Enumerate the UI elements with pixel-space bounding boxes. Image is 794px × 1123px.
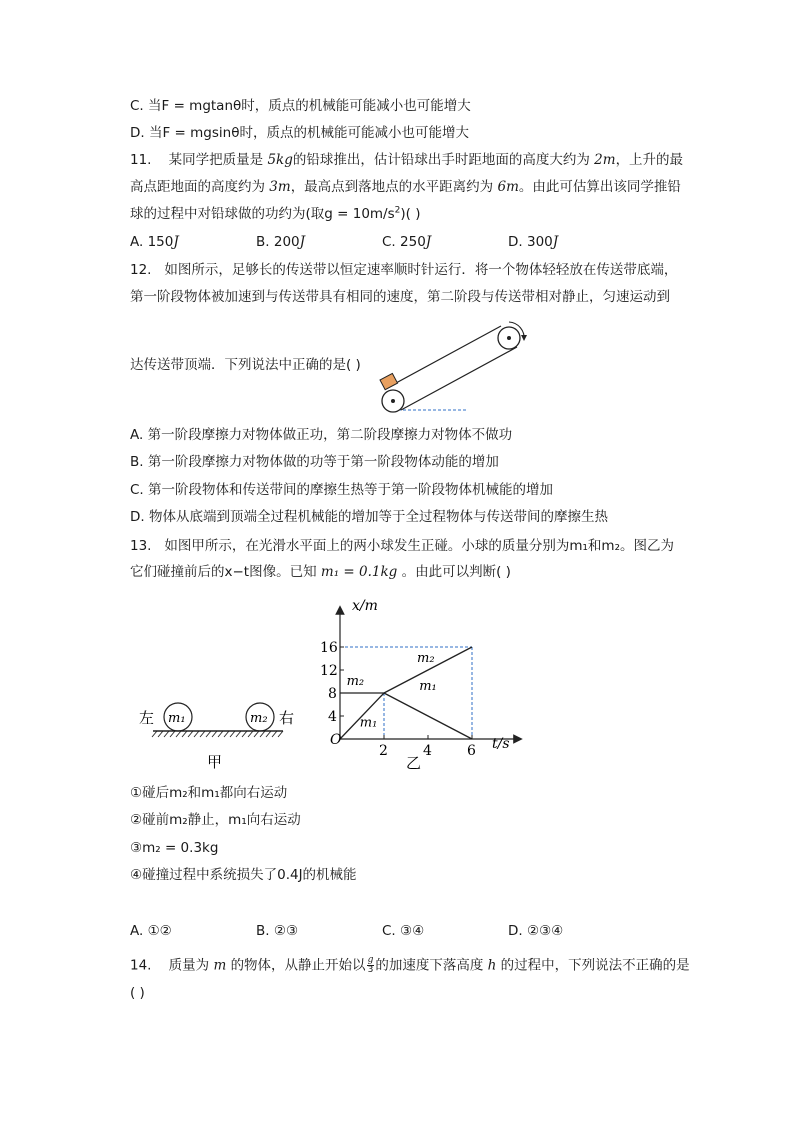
q13-option-b: B. ②③ — [256, 923, 299, 939]
x-tick-label-2: 2 — [379, 743, 388, 759]
q11-option-b: B. 200J — [256, 234, 306, 250]
label-m1-after: m₁ — [419, 679, 437, 695]
x-tick-label-6: 6 — [467, 743, 476, 759]
y-tick-label-4: 4 — [328, 709, 337, 725]
block-on-belt — [380, 373, 398, 389]
label-m2-after: m₂ — [417, 650, 435, 666]
q12-option-d: D. 物体从底端到顶端全过程机械能的增加等于全过程物体与传送带间的摩擦生热 — [130, 509, 608, 525]
line-m1-after — [384, 693, 472, 739]
q11-text: 某同学把质量是 — [168, 152, 264, 168]
y-tick-label-8: 8 — [328, 686, 337, 702]
q12-line-2: 第一阶段物体被加速到与传送带具有相同的速度，第二阶段与传送带相对静止，匀速运动到 — [130, 289, 670, 305]
q13-statement-1: ①碰后m₂和m₁都向右运动 — [130, 785, 288, 801]
figure-jia-caption: 甲 — [207, 753, 223, 771]
q13-statement-3: ③m₂ = 0.3kg — [130, 840, 219, 856]
q11-line-1: 11. 某同学把质量是 5kg的铅球推出，估计铅球出手时距地面的高度大约为 2m，上升的最 — [130, 152, 684, 168]
q11-option-c: C. 250J — [382, 234, 432, 250]
top-pulley-axle — [507, 336, 511, 340]
y-tick-label-12: 12 — [320, 663, 338, 679]
origin-label: O — [330, 732, 342, 748]
q13-option-d: D. ②③④ — [508, 923, 564, 939]
y-axis-label: x/m — [352, 598, 378, 614]
figure-yi-caption: 乙 — [406, 754, 422, 772]
q13-statement-2: ②碰前m₂静止，m₁向右运动 — [130, 812, 301, 828]
q13-number: 13. — [130, 538, 152, 554]
q13-given-mass: m₁ = 0.1kg — [320, 564, 398, 580]
q11-height-top: 3m — [269, 179, 291, 195]
label-left: 左 — [139, 709, 155, 727]
q14-line-2: ( ) — [130, 985, 145, 1001]
q12-line-3: 达传送带顶端．下列说法中正确的是( ) — [130, 357, 361, 373]
label-right: 右 — [279, 709, 295, 727]
q11-mass: 5kg — [267, 152, 293, 168]
q14-height: h — [487, 957, 497, 974]
q11-option-a: A. 150J — [130, 234, 179, 250]
ball-m2-label: m₂ — [250, 711, 268, 726]
q11-line-2: 高点距地面的高度约为 3m，最高点到落地点的水平距离约为 6m。由此可估算出该同学推铅 — [130, 179, 681, 195]
label-m1-before: m₁ — [359, 715, 378, 731]
q13-line-2: 它们碰撞前后的x−t图像。已知 m₁ = 0.1kg 。由此可以判断( ) — [130, 564, 511, 580]
xt-chart — [322, 592, 522, 777]
q11-number: 11. — [130, 152, 152, 168]
q14-mass: m — [213, 957, 227, 974]
x-tick-label-4: 4 — [423, 743, 432, 759]
q11-height-start: 2m — [594, 152, 616, 168]
ground-hatching — [152, 731, 283, 737]
x-axis-label: t/s — [492, 736, 510, 752]
q11-line-3: 球的过程中对铅球做的功约为(取$g = 10m/s^2$)( ) — [130, 205, 421, 222]
ball-m1-label: m₁ — [168, 711, 186, 726]
figure-jia — [135, 695, 305, 775]
q14-number: 14. — [130, 957, 152, 974]
belt-upper-edge — [385, 326, 501, 389]
q13-line-1: 13. 如图甲所示，在光滑水平面上的两小球发生正碰。小球的质量分别为m₁和m₂。图乙为 — [130, 538, 674, 554]
q10-option-d: D. 当F = mgsinθ时，质点的机械能可能减小也可能增大 — [130, 125, 469, 141]
q12-option-c: C. 第一阶段物体和传送带间的摩擦生热等于第一阶段物体机械能的增加 — [130, 482, 554, 498]
chart-labels — [347, 651, 437, 730]
clockwise-arrow-head — [521, 335, 527, 341]
q11-option-d: D. 300J — [508, 234, 559, 250]
bottom-pulley-axle — [391, 399, 395, 403]
q12-line-1: 12. 如图所示，足够长的传送带以恒定速率顺时针运行．将一个物体轻轻放在传送带底端， — [130, 262, 678, 278]
conveyor-belt-figure — [372, 312, 532, 422]
q10-option-c: C. 当F = mgtanθ时，质点的机械能可能减小也可能增大 — [130, 98, 471, 114]
belt-lower-edge — [401, 347, 517, 410]
label-m2-before: m₂ — [346, 673, 365, 689]
q12-number: 12. — [130, 262, 152, 278]
q13-option-c: C. ③④ — [382, 923, 425, 939]
q12-option-a: A. 第一阶段摩擦力对物体做正功，第二阶段摩擦力对物体不做功 — [130, 427, 513, 443]
y-tick-label-16: 16 — [320, 640, 338, 656]
q13-statement-4: ④碰撞过程中系统损失了0.4J的机械能 — [130, 867, 357, 883]
q13-option-a: A. ①② — [130, 923, 172, 939]
q12-option-b: B. 第一阶段摩擦力对物体做的功等于第一阶段物体动能的增加 — [130, 454, 499, 470]
q14-line-1: 14. 质量为 m 的物体，从静止开始以 $\frac{g}{3}$ 的加速度下落高度 h 的过程中，下列说法不正确的是 — [130, 955, 690, 975]
q11-distance: 6m — [497, 179, 519, 195]
q14-fraction: $\frac{g}{3}$ — [367, 955, 374, 975]
